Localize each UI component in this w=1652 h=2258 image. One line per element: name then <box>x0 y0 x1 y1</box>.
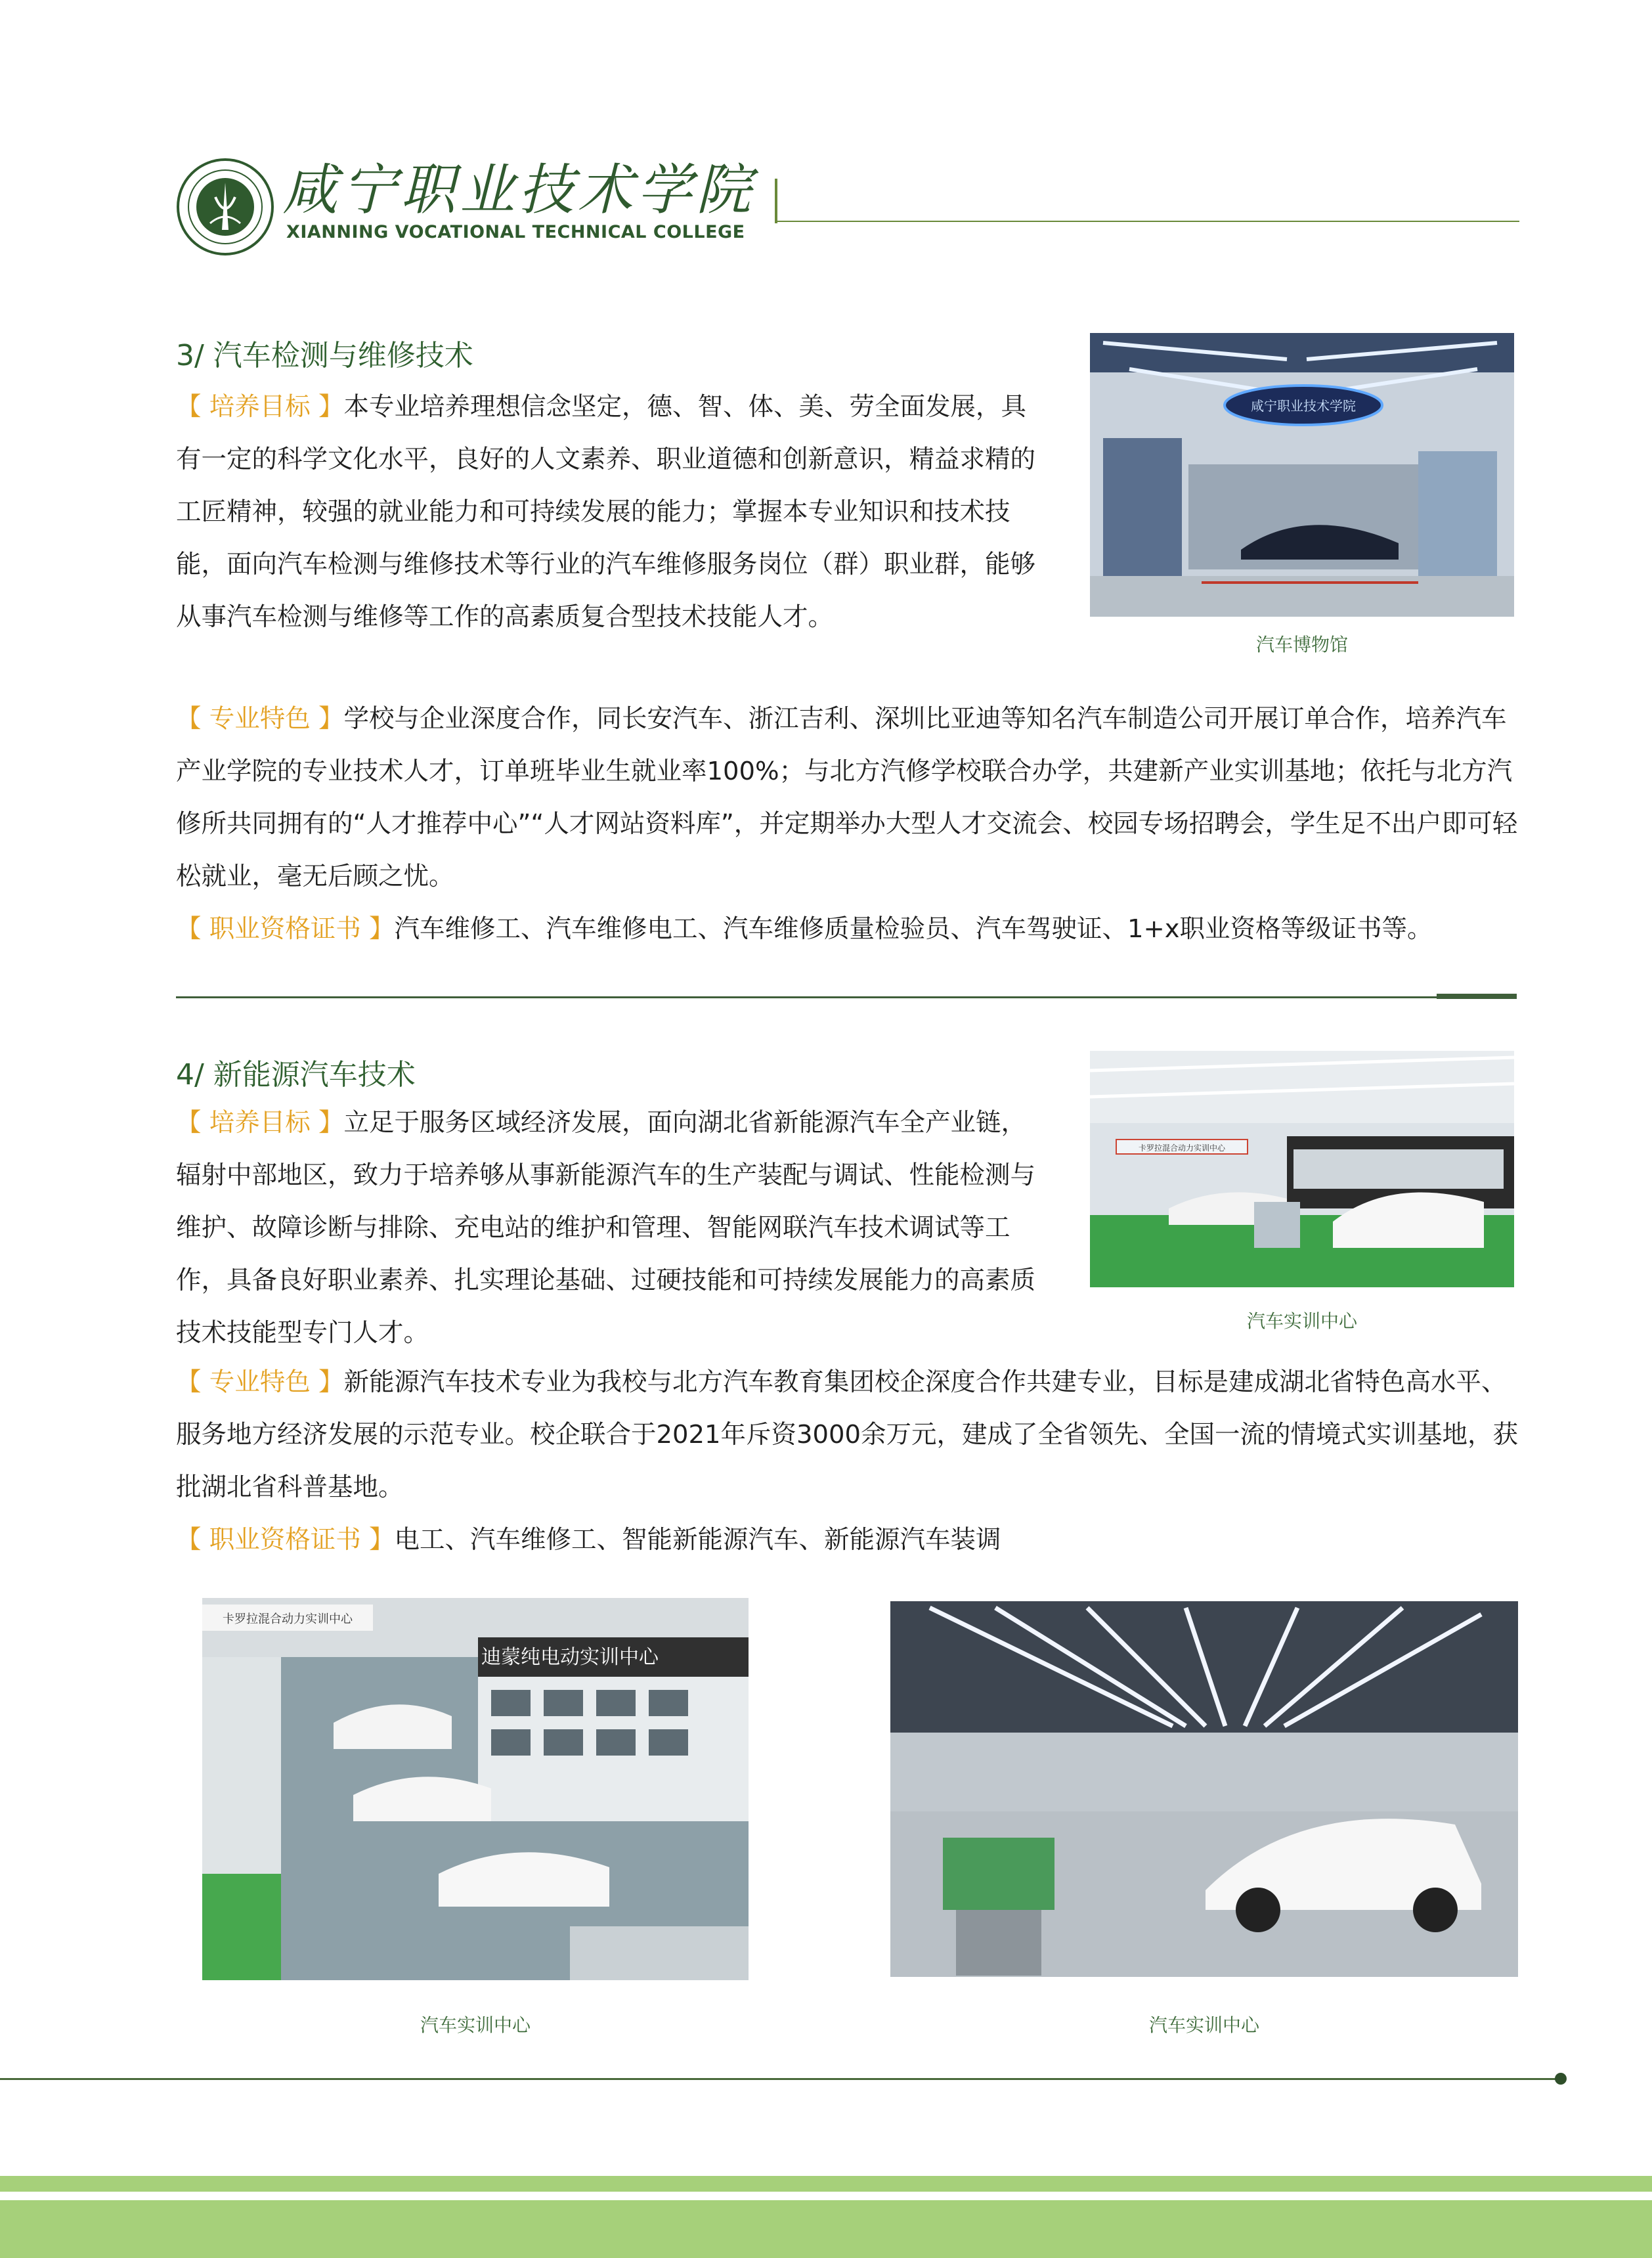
ev-training-photo <box>1090 1051 1514 1287</box>
section-4-title: 4/ 新能源汽车技术 <box>176 1058 416 1092</box>
footer-rule <box>0 2078 1563 2080</box>
ev-sign-text: 卡罗拉混合动力实训中心 <box>1138 1143 1226 1153</box>
school-name-chinese: 咸宁职业技术学院 <box>282 158 756 222</box>
section-3-feature-paragraph <box>176 693 1529 903</box>
cert-tag: 【 职业资格证书 】 <box>176 1525 395 1555</box>
left-photo-sign-2: 迪蒙纯电动实训中心 <box>481 1646 659 1669</box>
training-center-caption-left: 汽车实训中心 <box>420 2014 531 2036</box>
footer-rule-dot <box>1555 2073 1567 2085</box>
section-3-goal-paragraph <box>176 381 1043 644</box>
goal-text: 本专业培养理想信念坚定，德、智、体、美、劳全面发展，具有一定的科学文化水平，良好的人文素养、职业道德和创新意识，精益求精的工匠精神，较强的就业能力和可持续发展的能力；掌握本专业知识和技术技能，面向汽车检测与维修技术等行业的汽车维修服务岗位（群）职业群，能够从事汽车检测与维修等工作的高素质复合型技术技能人才。 <box>176 392 1036 632</box>
car-museum-photo <box>1090 333 1514 617</box>
feature-tag: 【 专业特色 】 <box>176 704 344 734</box>
feature-text: 新能源汽车技术专业为我校与北方汽车教育集团校企深度合作共建专业，目标是建成湖北省特色高水平、服务地方经济发展的示范专业。校企联合于2021年斥资3000余万元，建成了全省领先、全国一流的情境式实训基地，获批湖北省科普基地。 <box>176 1367 1518 1502</box>
training-center-caption-right: 汽车实训中心 <box>1148 2014 1259 2036</box>
cert-text: 电工、汽车维修工、智能新能源汽车、新能源汽车装调 <box>394 1525 1001 1555</box>
left-photo-sign: 卡罗拉混合动力实训中心 <box>223 1612 353 1626</box>
section-divider <box>176 996 1437 998</box>
goal-text: 立足于服务区域经济发展，面向湖北省新能源汽车全产业链，辐射中部地区，致力于培养够从事新能源汽车的生产装配与调试、性能检测与维护、故障诊断与排除、充电站的维护和管理、智能网联汽车技术调试等工作，具备良好职业素养、扎实理论基础、过硬技能和可持续发展能力的高素质技术技能型专门人才。 <box>176 1108 1036 1348</box>
feature-text: 学校与企业深度合作，同长安汽车、浙江吉利、深圳比亚迪等知名汽车制造公司开展订单合作，培养汽车产业学院的专业技术人才，订单班毕业生就业率100%；与北方汽修学校联合办学，共建新产业实训基地；依托与北方汽修所共同拥有的“人才推荐中心”“人才网站资料库”，并定期举办大型人才交流会、校园专场招聘会，学生足不出户即可轻松就业，毫无后顾之忧。 <box>176 704 1518 891</box>
section-divider-accent <box>1437 994 1517 999</box>
cert-text: 汽车维修工、汽车维修电工、汽车维修质量检验员、汽车驾驶证、1+x职业资格等级证书等。 <box>394 914 1433 944</box>
footer-green-band <box>0 2200 1652 2258</box>
museum-sign-text: 咸宁职业技术学院 <box>1251 398 1356 414</box>
goal-tag: 【 培养目标 】 <box>176 392 344 422</box>
ev-training-caption: 汽车实训中心 <box>1246 1310 1357 1332</box>
section-4-goal-paragraph <box>176 1097 1043 1360</box>
college-seal-logo <box>176 158 274 256</box>
section-3-cert-paragraph <box>176 903 1555 956</box>
section-3-title: 3/ 汽车检测与维修技术 <box>176 339 473 372</box>
header-horizontal-rule <box>777 221 1519 222</box>
footer-green-stripe <box>0 2176 1652 2192</box>
section-4-cert-paragraph <box>176 1514 1529 1566</box>
feature-tag: 【 专业特色 】 <box>176 1367 344 1397</box>
section-4-feature-paragraph <box>176 1356 1529 1514</box>
cert-tag: 【 职业资格证书 】 <box>176 914 395 944</box>
car-museum-caption: 汽车博物馆 <box>1255 634 1348 655</box>
header-vertical-rule <box>775 179 777 223</box>
training-center-photo-right <box>890 1601 1518 1977</box>
goal-tag: 【 培养目标 】 <box>176 1108 344 1138</box>
training-center-photo-left <box>202 1598 749 1980</box>
school-name-english: XIANNING VOCATIONAL TECHNICAL COLLEGE <box>286 222 745 242</box>
